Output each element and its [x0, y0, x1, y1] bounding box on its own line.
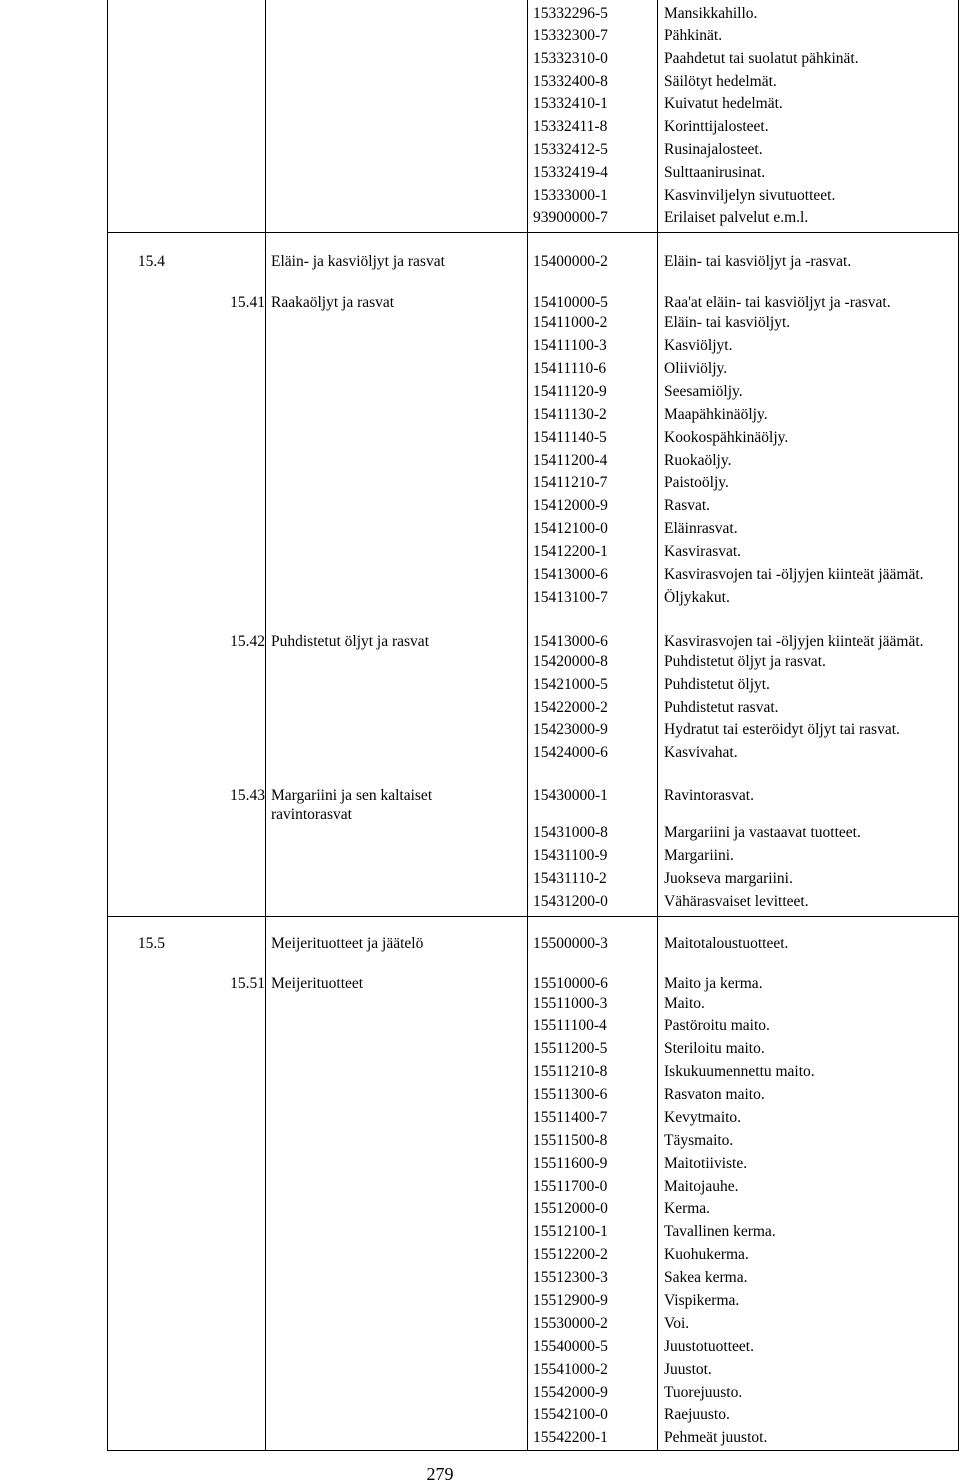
desc-cell: Maito ja kerma.: [664, 975, 763, 992]
code-cell: 15542100-0: [533, 1406, 608, 1423]
code-cell: 15423000-9: [533, 721, 608, 738]
desc-cell: Juustot.: [664, 1361, 712, 1378]
desc-cell: Kerma.: [664, 1200, 711, 1217]
desc-cell: Kasvirasvojen tai -öljyjen kiinteät jäämät.: [664, 633, 924, 650]
code-cell: 15530000-2: [533, 1315, 608, 1332]
table-bottom-border: [107, 1450, 959, 1451]
code-cell: 15511100-4: [533, 1017, 607, 1034]
code-cell: 15420000-8: [533, 653, 608, 670]
group-desc: Eläin- tai kasviöljyt ja -rasvat.: [664, 253, 852, 270]
code-cell: 15511500-8: [533, 1132, 608, 1149]
code-cell: 15411100-3: [533, 337, 607, 354]
desc-cell: Rusinajalosteet.: [664, 141, 763, 158]
code-cell: 15512200-2: [533, 1246, 608, 1263]
desc-cell: Steriloitu maito.: [664, 1040, 765, 1057]
code-cell: 15411210-7: [533, 474, 608, 491]
subgroup-number: 15.41: [230, 294, 265, 311]
code-cell: 15422000-2: [533, 699, 608, 716]
code-cell: 15431200-0: [533, 893, 608, 910]
col-border-number: [265, 0, 266, 1450]
desc-cell: Öljykakut.: [664, 589, 730, 606]
code-cell: 15511200-5: [533, 1040, 608, 1057]
desc-cell: Maitotiiviste.: [664, 1155, 748, 1172]
col-border-left: [107, 0, 108, 1450]
desc-cell: Mansikkahillo.: [664, 5, 758, 22]
code-cell: 15412200-1: [533, 543, 608, 560]
code-cell: 15411140-5: [533, 429, 607, 446]
desc-cell: Paahdetut tai suolatut pähkinät.: [664, 50, 859, 67]
code-cell: 15411200-4: [533, 452, 608, 469]
code-cell: 15332419-4: [533, 164, 608, 181]
desc-cell: Rasvaton maito.: [664, 1086, 765, 1103]
code-cell: 15332300-7: [533, 27, 608, 44]
code-cell: 15333000-1: [533, 187, 608, 204]
code-cell: 15542000-9: [533, 1384, 608, 1401]
desc-cell: Kasvirasvat.: [664, 543, 742, 560]
code-cell: 15511600-9: [533, 1155, 608, 1172]
desc-cell: Sakea kerma.: [664, 1269, 748, 1286]
desc-cell: Säilötyt hedelmät.: [664, 73, 777, 90]
desc-cell: Paistoöljy.: [664, 474, 729, 491]
group-desc: Maitotaloustuotteet.: [664, 935, 789, 952]
desc-cell: Ruokaöljy.: [664, 452, 732, 469]
code-cell: 15410000-5: [533, 294, 608, 311]
desc-cell: Eläinrasvat.: [664, 520, 738, 537]
desc-cell: Juokseva margariini.: [664, 870, 793, 887]
subgroup-name: Raakaöljyt ja rasvat: [271, 294, 395, 311]
code-cell: 15411110-6: [533, 360, 607, 377]
desc-cell: Maapähkinäöljy.: [664, 406, 768, 423]
desc-cell: Kookospähkinäöljy.: [664, 429, 789, 446]
desc-cell: Raejuusto.: [664, 1406, 730, 1423]
code-cell: 15431100-9: [533, 847, 608, 864]
desc-cell: Sulttaanirusinat.: [664, 164, 766, 181]
code-cell: 15541000-2: [533, 1361, 608, 1378]
subgroup-name: Puhdistetut öljyt ja rasvat: [271, 633, 429, 650]
code-cell: 15512300-3: [533, 1269, 608, 1286]
desc-cell: Rasvat.: [664, 497, 711, 514]
desc-cell: Puhdistetut öljyt ja rasvat.: [664, 653, 826, 670]
col-border-right: [958, 0, 959, 1450]
desc-cell: Maito.: [664, 995, 705, 1012]
desc-cell: Puhdistetut rasvat.: [664, 699, 779, 716]
desc-cell: Ravintorasvat.: [664, 787, 754, 804]
desc-cell: Pehmeät juustot.: [664, 1429, 768, 1446]
code-cell: 15511700-0: [533, 1178, 608, 1195]
desc-cell: Puhdistetut öljyt.: [664, 676, 770, 693]
desc-cell: Iskukuumennettu maito.: [664, 1063, 815, 1080]
code-cell: 15332400-8: [533, 73, 608, 90]
desc-cell: Hydratut tai esteröidyt öljyt tai rasvat.: [664, 721, 900, 738]
code-cell: 15332296-5: [533, 5, 608, 22]
col-border-desc: [657, 0, 658, 1450]
desc-cell: Oliiviöljy.: [664, 360, 728, 377]
desc-cell: Tuorejuusto.: [664, 1384, 743, 1401]
code-cell: 15511000-3: [533, 995, 608, 1012]
desc-cell: Kasvirasvojen tai -öljyjen kiinteät jäämät.: [664, 566, 924, 583]
code-cell: 15413000-6: [533, 633, 608, 650]
group-code: 15400000-2: [533, 253, 608, 270]
code-cell: 15512100-1: [533, 1223, 608, 1240]
code-cell: 15511210-8: [533, 1063, 608, 1080]
code-cell: 15511400-7: [533, 1109, 608, 1126]
code-cell: 15332412-5: [533, 141, 608, 158]
code-cell: 15510000-6: [533, 975, 608, 992]
desc-cell: Pastöroitu maito.: [664, 1017, 770, 1034]
code-cell: 15411130-2: [533, 406, 607, 423]
code-cell: 15431110-2: [533, 870, 607, 887]
desc-cell: Kuohukerma.: [664, 1246, 749, 1263]
code-cell: 15512000-0: [533, 1200, 608, 1217]
group-number: 15.4: [137, 253, 165, 270]
page-number: 279: [426, 1464, 454, 1484]
desc-cell: Juustotuotteet.: [664, 1338, 754, 1355]
code-cell: 15412100-0: [533, 520, 608, 537]
desc-cell: Margariini ja vastaavat tuotteet.: [664, 824, 861, 841]
subgroup-name: Meijerituotteet: [271, 975, 364, 992]
group-number: 15.5: [137, 935, 165, 952]
code-cell: 15512900-9: [533, 1292, 608, 1309]
code-cell: 15421000-5: [533, 676, 608, 693]
desc-cell: Kasvivahat.: [664, 744, 738, 761]
desc-cell: Täysmaito.: [664, 1132, 734, 1149]
desc-cell: Korinttijalosteet.: [664, 118, 769, 135]
code-cell: 15411120-9: [533, 383, 607, 400]
section-divider: [107, 232, 959, 233]
code-cell: 15411000-2: [533, 314, 608, 331]
code-cell: 15332310-0: [533, 50, 608, 67]
desc-cell: Maitojauhe.: [664, 1178, 739, 1195]
code-cell: 15430000-1: [533, 787, 608, 804]
group-name: Eläin- ja kasviöljyt ja rasvat: [271, 253, 445, 270]
group-name: Meijerituotteet ja jäätelö: [271, 935, 424, 952]
desc-cell: Erilaiset palvelut e.m.l.: [664, 209, 809, 226]
code-cell: 15424000-6: [533, 744, 608, 761]
code-cell: 15542200-1: [533, 1429, 608, 1446]
subgroup-number: 15.42: [230, 633, 265, 650]
desc-cell: Kuivatut hedelmät.: [664, 95, 783, 112]
subgroup-number: 15.43: [230, 787, 265, 804]
code-cell: 15540000-5: [533, 1338, 608, 1355]
code-cell: 15413100-7: [533, 589, 608, 606]
subgroup-number: 15.51: [230, 975, 265, 992]
desc-cell: Kasvinviljelyn sivutuotteet.: [664, 187, 836, 204]
code-cell: 15332410-1: [533, 95, 608, 112]
desc-cell: Pähkinät.: [664, 27, 723, 44]
desc-cell: Margariini.: [664, 847, 734, 864]
desc-cell: Eläin- tai kasviöljyt.: [664, 314, 791, 331]
group-code: 15500000-3: [533, 935, 608, 952]
section-divider: [107, 916, 959, 917]
col-border-code: [527, 0, 528, 1450]
subgroup-name-continued: ravintorasvat: [271, 806, 352, 823]
desc-cell: Kasviöljyt.: [664, 337, 733, 354]
desc-cell: Raa'at eläin- tai kasviöljyt ja -rasvat.: [664, 294, 891, 311]
subgroup-name: Margariini ja sen kaltaiset: [271, 787, 433, 804]
code-cell: 15412000-9: [533, 497, 608, 514]
code-cell: 15413000-6: [533, 566, 608, 583]
code-cell: 15431000-8: [533, 824, 608, 841]
desc-cell: Seesamiöljy.: [664, 383, 743, 400]
desc-cell: Kevytmaito.: [664, 1109, 742, 1126]
code-cell: 15511300-6: [533, 1086, 608, 1103]
code-cell: 93900000-7: [533, 209, 608, 226]
desc-cell: Voi.: [664, 1315, 690, 1332]
desc-cell: Vähärasvaiset levitteet.: [664, 893, 809, 910]
desc-cell: Tavallinen kerma.: [664, 1223, 776, 1240]
code-cell: 15332411-8: [533, 118, 608, 135]
desc-cell: Vispikerma.: [664, 1292, 740, 1309]
